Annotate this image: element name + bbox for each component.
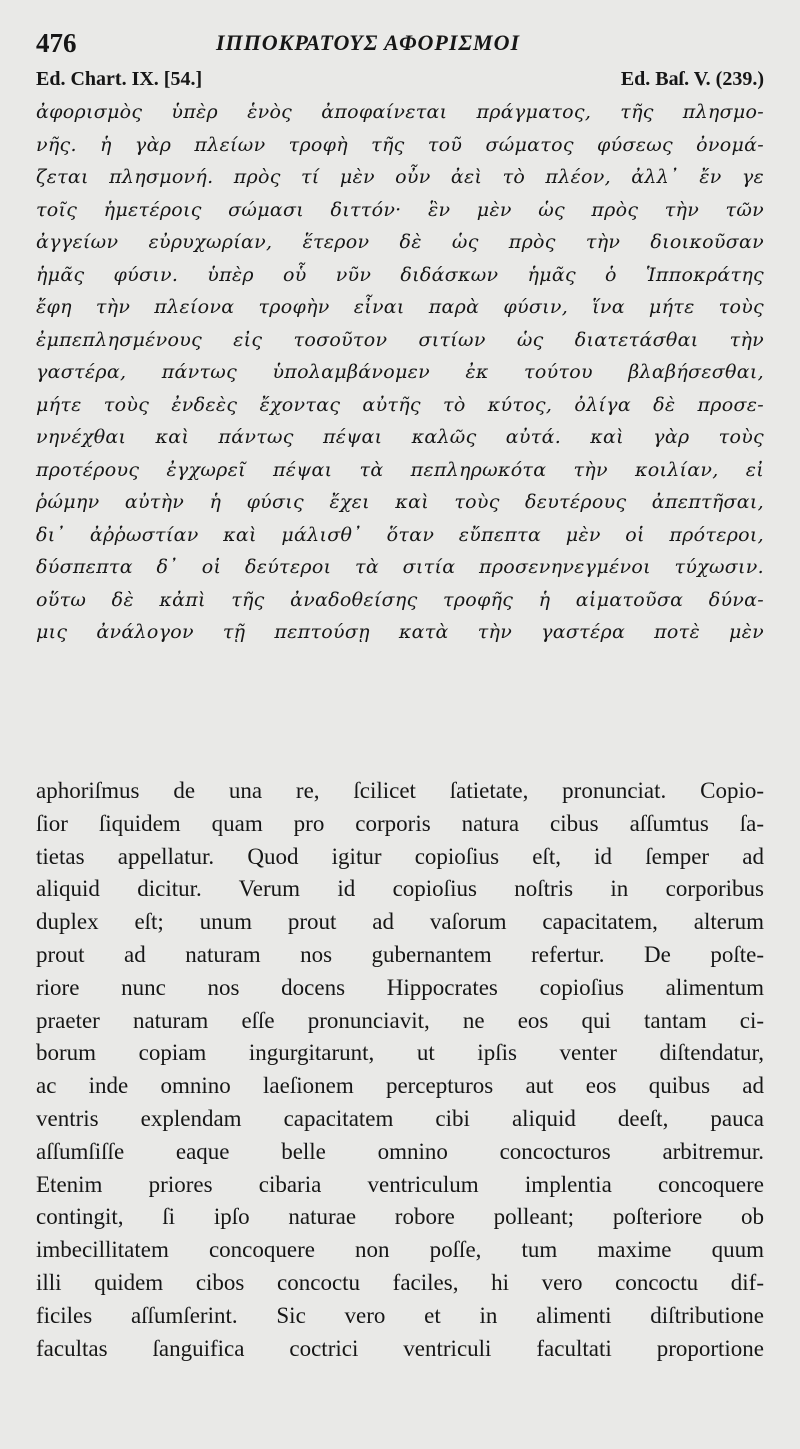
latin-line: praeter naturam eſſe pronunciavit, ne eos qui tantam ci- [36,1007,764,1033]
greek-line: ἔφη τὴν πλείονα τροφὴν εἶναι παρὰ φύσιν, ἵνα μήτε τοὺς [36,296,764,318]
greek-line: νῆς. ἡ γὰρ πλείων τροφὴ τῆς τοῦ σώματος φύσεως ὀνομά- [36,133,764,156]
greek-line: δύσπεπτα δ᾽ οἱ δεύτεροι τὰ σιτία προσενηνεγμένοι τύχωσιν. [36,556,764,578]
greek-text-block [36,96,764,649]
greek-line: μήτε τοὺς ἐνδεὲς ἔχοντας αὐτῆς τὸ κύτος, ὀλίγα δὲ προσε- [36,393,764,416]
edition-references [36,68,764,94]
latin-line: Etenim priores cibaria ventriculum implentia concoquere [36,1171,764,1197]
latin-line: aliquid dicitur. Verum id copioſius noſtris in corporibus [36,876,764,902]
latin-line: riore nunc nos docens Hippocrates copioſius alimentum [36,974,764,1000]
greek-line: μις ἀνάλογον τῇ πεπτούσῃ κατὰ τὴν γαστέρα ποτὲ μὲν [36,621,764,643]
latin-line: aſſumſiſſe eaque belle omnino concocturos arbitremur. [36,1138,764,1164]
greek-line: ἀφορισμὸς ὑπὲρ ἑνὸς ἀποφαίνεται πράγματος, τῆς πλησμο- [36,101,764,123]
greek-line: ἀγγείων εὐρυχωρίαν, ἕτερον δὲ ὡς πρὸς τὴν διοικοῦσαν [36,231,764,253]
greek-line: ῥώμην αὐτὴν ἡ φύσις ἔχει καὶ τοὺς δευτέρους ἀπεπτῆσαι, [36,491,764,513]
latin-line: facultas ſanguifica coctrici ventriculi facultati proportione [36,1335,764,1361]
latin-line: ficiles aſſumſerint. Sic vero et in alimenti diſtributione [36,1302,764,1328]
greek-line: δι᾽ ἀῤῥωστίαν καὶ μάλισθ᾽ ὅταν εὔπεπτα μὲν οἱ πρότεροι, [36,523,764,546]
latin-line: ac inde omnino laeſionem percepturos aut eos quibus ad [36,1073,764,1099]
latin-line: ventris explendam capacitatem cibi aliquid deeſt, pauca [36,1105,764,1131]
latin-line: prout ad naturam nos gubernantem refertur. De poſte- [36,941,764,967]
greek-line: νηνέχθαι καὶ πάντως πέψαι καλῶς αὐτά. καὶ γὰρ τοὺς [36,426,764,448]
latin-line: illi quidem cibos concoctu faciles, hi vero concoctu dif- [36,1269,764,1295]
latin-line: tietas appellatur. Quod igitur copioſius eſt, id ſemper ad [36,843,764,869]
greek-line: ζεται πλησμονή. πρὸς τί μὲν οὖν ἀεὶ τὸ πλέον, ἀλλ᾽ ἔν γε [36,166,764,188]
latin-line: duplex eſt; unum prout ad vaſorum capacitatem, alterum [36,909,764,935]
greek-line: ἡμᾶς φύσιν. ὑπὲρ οὗ νῦν διδάσκων ἡμᾶς ὁ Ἱπποκράτης [36,263,764,286]
latin-line: contingit, ſi ipſo naturae robore polleant; poſteriore ob [36,1204,764,1230]
page-number: 476 [36,28,77,58]
edition-basel: Ed. Baſ. V. (239.) [620,68,764,90]
latin-line: imbecillitatem concoquere non poſſe, tum maxime quum [36,1237,764,1263]
latin-line: borum copiam ingurgitarunt, ut ipſis venter diſtendatur, [36,1040,764,1066]
greek-line: γαστέρα, πάντως ὑπολαμβάνομεν ἐκ τούτου βλαβήσεσθαι, [36,361,764,383]
running-title: ΙΠΠΟΚΡΑΤΟΥΣ ΑΦΟΡΙΣΜΟΙ [216,30,521,55]
latin-line: ſior ſiquidem quam pro corporis natura cibus aſſumtus ſa- [36,810,764,836]
greek-line: οὕτω δὲ κἀπὶ τῆς ἀναδοθείσης τροφῆς ἡ αἱματοῦσα δύνα- [36,588,764,611]
latin-line: aphoriſmus de una re, ſcilicet ſatietate, pronunciat. Copio- [36,778,764,803]
edition-chartier: Ed. Chart. IX. [54.] [36,68,203,90]
greek-line: τοῖς ἡμετέροις σώμασι διττόν· ἓν μὲν ὡς πρὸς τὴν τῶν [36,198,764,221]
page-header [36,28,764,62]
latin-text-block [36,775,764,1365]
greek-line: ἐμπεπλησμένους εἰς τοσοῦτον σιτίων ὡς διατετάσθαι τὴν [36,328,764,351]
greek-line: προτέρους ἐγχωρεῖ πέψαι τὰ πεπληρωκότα τὴν κοιλίαν, εἰ [36,458,764,481]
